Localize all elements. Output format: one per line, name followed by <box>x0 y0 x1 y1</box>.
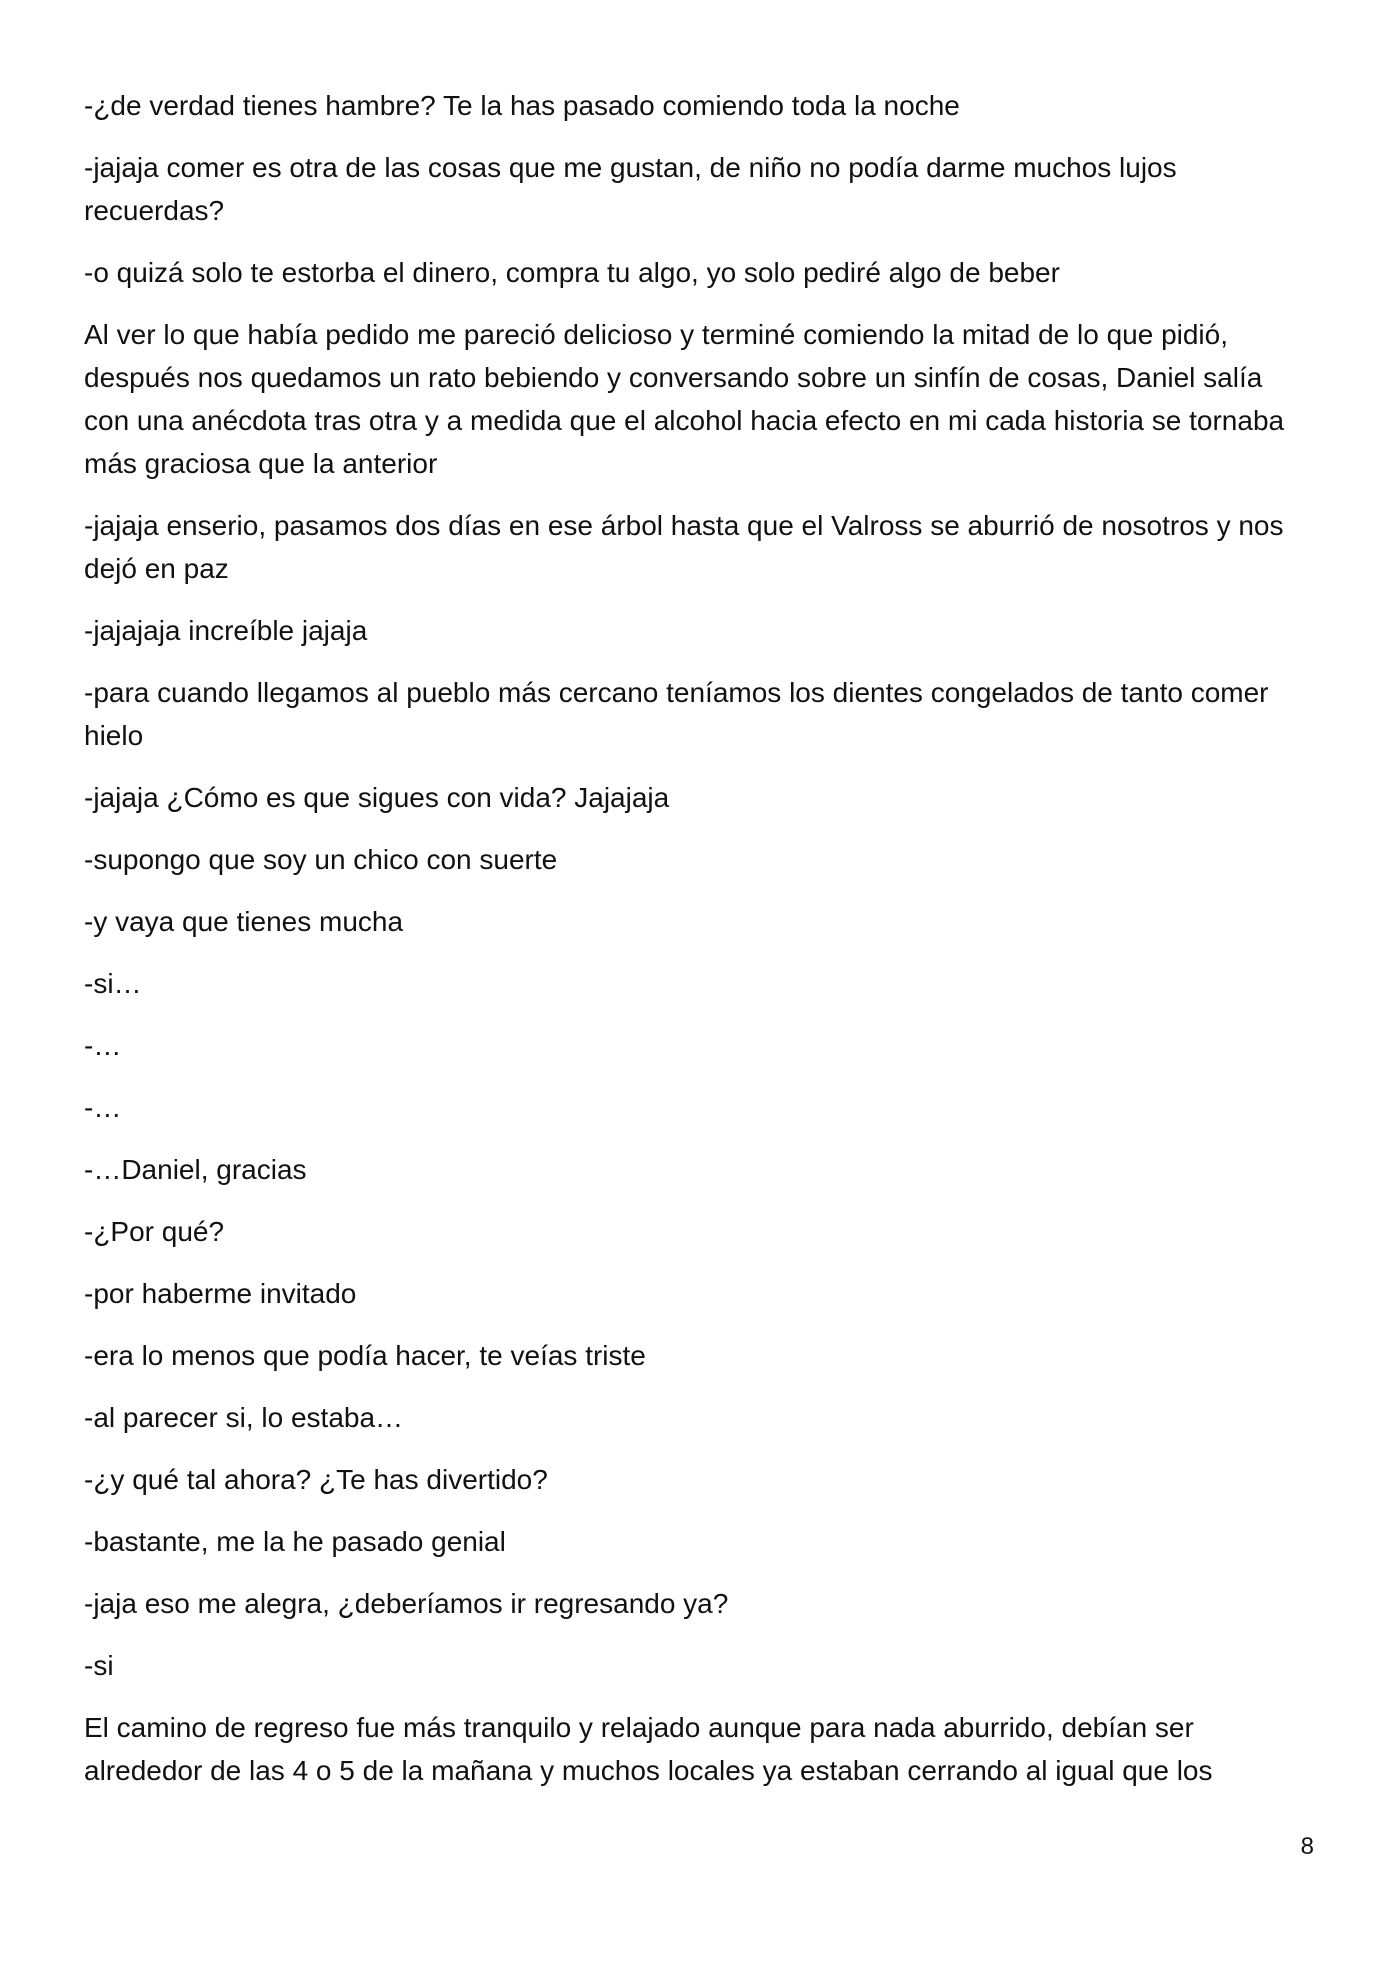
paragraph: El camino de regreso fue más tranquilo y relajado aunque para nada aburrido, debían ser alrededor de las 4 o 5 de la mañana y muchos locales ya estaban cerrando al igual que los <box>84 1712 1213 1786</box>
paragraph: -jajajaja increíble jajaja <box>84 615 368 646</box>
paragraph: -al parecer si, lo estaba… <box>84 1402 404 1433</box>
paragraph: -y vaya que tienes mucha <box>84 906 404 937</box>
paragraph: -… <box>84 1092 122 1123</box>
paragraph: -… <box>84 1030 122 1061</box>
paragraph: -por haberme invitado <box>84 1278 357 1309</box>
paragraph: -o quizá solo te estorba el dinero, compra tu algo, yo solo pediré algo de beber <box>84 257 1060 288</box>
paragraph: -¿de verdad tienes hambre? Te la has pasado comiendo toda la noche <box>84 90 960 121</box>
paragraph: -supongo que soy un chico con suerte <box>84 844 558 875</box>
paragraph: -jajaja enserio, pasamos dos días en ese árbol hasta que el Valross se aburrió de nosotros y nos dejó en paz <box>84 510 1284 584</box>
paragraph: -para cuando llegamos al pueblo más cercano teníamos los dientes congelados de tanto comer hielo <box>84 677 1269 751</box>
paragraph: -si <box>84 1650 114 1681</box>
paragraph: -bastante, me la he pasado genial <box>84 1526 506 1557</box>
paragraph: -…Daniel, gracias <box>84 1154 307 1185</box>
paragraph: -era lo menos que podía hacer, te veías triste <box>84 1340 646 1371</box>
paragraph: -¿y qué tal ahora? ¿Te has divertido? <box>84 1464 548 1495</box>
paragraph: -jaja eso me alegra, ¿deberíamos ir regresando ya? <box>84 1588 729 1619</box>
page-number: 8 <box>1300 1833 1314 1860</box>
paragraph: -si… <box>84 968 142 999</box>
paragraph: -¿Por qué? <box>84 1216 225 1247</box>
paragraph: -jajaja comer es otra de las cosas que me gustan, de niño no podía darme muchos lujos recuerdas? <box>84 152 1177 226</box>
paragraph: Al ver lo que había pedido me pareció delicioso y terminé comiendo la mitad de lo que pidió, después nos quedamos un rato bebiendo y conversando sobre un sinfín de cosas, Daniel salía con una anécdota tras otra y a medida que el alcohol hacia efecto en mi cada historia se tornaba más graciosa que la anterior <box>84 319 1285 479</box>
paragraph: -jajaja ¿Cómo es que sigues con vida? Jajajaja <box>84 782 670 813</box>
document-body <box>84 84 1310 1811</box>
